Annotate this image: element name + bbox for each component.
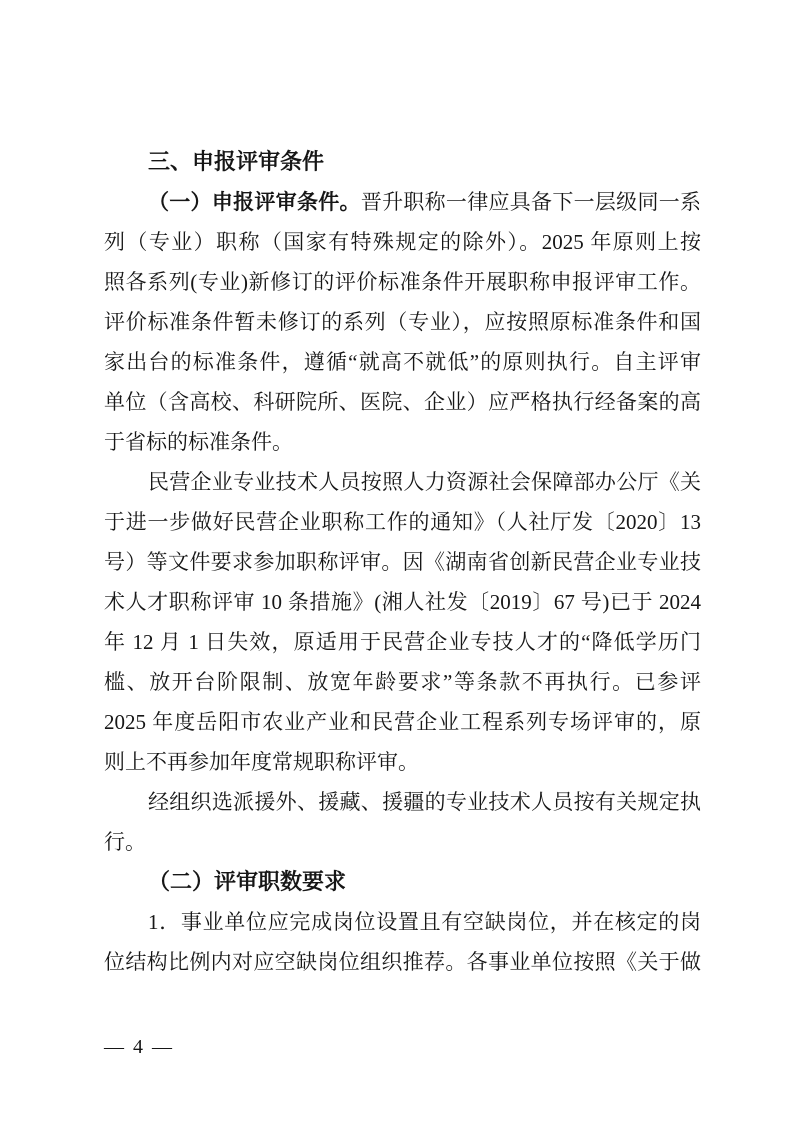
document-body xyxy=(104,142,701,982)
line-text: 晋升职称一律应具备下一层级同一系 xyxy=(360,190,701,214)
page-number: — 4 — xyxy=(104,1036,174,1058)
para-line: 则上不再参加年度常规职称评审。 xyxy=(104,750,419,774)
section-heading: 三、申报评审条件 xyxy=(148,149,325,174)
para-line: 2025 年度岳阳市农业产业和民营企业工程系列专场评审的，原 xyxy=(104,710,701,734)
para-line: 于省标的标准条件。 xyxy=(104,430,293,454)
para-line: 号）等文件要求参加职称评审。因《湖南省创新民营企业专业技 xyxy=(104,550,701,574)
para-line: 家出台的标准条件，遵循“就高不就低”的原则执行。自主评审 xyxy=(104,350,701,374)
para-line: 于进一步做好民营企业职称工作的通知》（人社厅发〔2020〕13 xyxy=(104,510,701,534)
para-line: 槛、放开台阶限制、放宽年龄要求”等条款不再执行。已参评 xyxy=(104,670,701,694)
para-line: 1．事业单位应完成岗位设置且有空缺岗位，并在核定的岗 xyxy=(148,910,701,934)
para-line xyxy=(104,182,701,222)
subsection-heading: （二）评审职数要求 xyxy=(148,869,347,894)
para-line: 评价标准条件暂未修订的系列（专业），应按照原标准条件和国 xyxy=(104,310,701,334)
para-line: 民营企业专业技术人员按照人力资源社会保障部办公厅《关 xyxy=(148,470,701,494)
para-line: 位结构比例内对应空缺岗位组织推荐。各事业单位按照《关于做 xyxy=(104,950,701,974)
para-line: 经组织选派援外、援藏、援疆的专业技术人员按有关规定执 xyxy=(148,790,701,814)
para-line: 年 12 月 1 日失效，原适用于民营企业专技人才的“降低学历门 xyxy=(104,630,701,654)
para-line: 列（专业）职称（国家有特殊规定的除外）。2025 年原则上按 xyxy=(104,230,701,254)
bold-clause-lead: （一）申报评审条件。 xyxy=(148,190,361,214)
para-line: 行。 xyxy=(104,830,146,854)
para-line: 照各系列(专业)新修订的评价标准条件开展职称申报评审工作。 xyxy=(104,270,701,294)
para-line: 术人才职称评审 10 条措施》(湘人社发〔2019〕67 号)已于 2024 xyxy=(104,590,701,614)
para-line: 单位（含高校、科研院所、医院、企业）应严格执行经备案的高 xyxy=(104,390,701,414)
